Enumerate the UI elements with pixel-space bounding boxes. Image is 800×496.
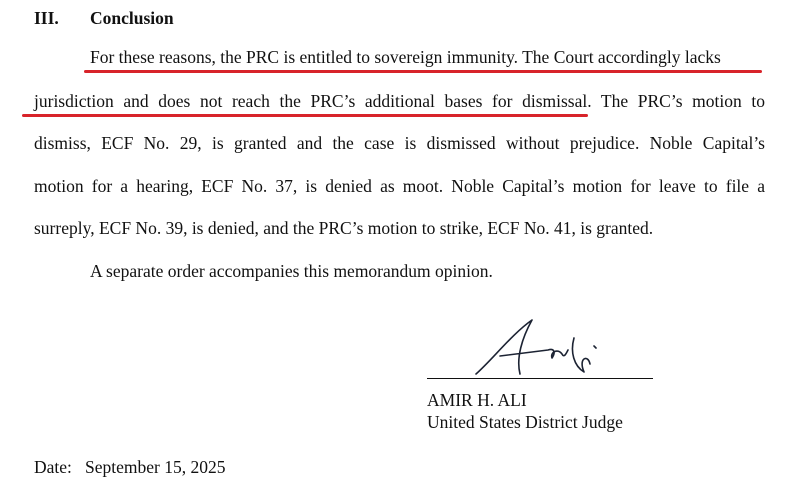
date-value: September 15, 2025 <box>85 457 226 477</box>
paragraph-line-4: motion for a hearing, ECF No. 37, is denied as moot. Noble Capital’s motion for leave to file a <box>34 176 765 196</box>
signature-image <box>470 316 610 380</box>
date-line <box>34 457 226 478</box>
paragraph-line-1: For these reasons, the PRC is entitled to sovereign immunity. The Court accordingly lacks <box>90 47 721 67</box>
section-heading <box>34 8 174 29</box>
separate-order-line: A separate order accompanies this memorandum opinion. <box>90 261 493 281</box>
section-number: III. <box>34 8 59 28</box>
paragraph-line-3: dismiss, ECF No. 29, is granted and the case is dismissed without prejudice. Noble Capital’s <box>34 133 765 153</box>
signature-line <box>427 378 653 379</box>
paragraph-line-2: jurisdiction and does not reach the PRC’s additional bases for dismissal. The PRC’s motion to <box>34 91 765 111</box>
red-underline-annotation <box>22 114 588 117</box>
red-underline-annotation <box>84 70 762 73</box>
section-title: Conclusion <box>90 8 174 28</box>
paragraph-line-5: surreply, ECF No. 39, is denied, and the PRC’s motion to strike, ECF No. 41, is granted. <box>34 218 654 238</box>
judge-title: United States District Judge <box>427 412 623 432</box>
date-label: Date: <box>34 457 72 477</box>
judge-name: AMIR H. ALI <box>427 390 527 410</box>
